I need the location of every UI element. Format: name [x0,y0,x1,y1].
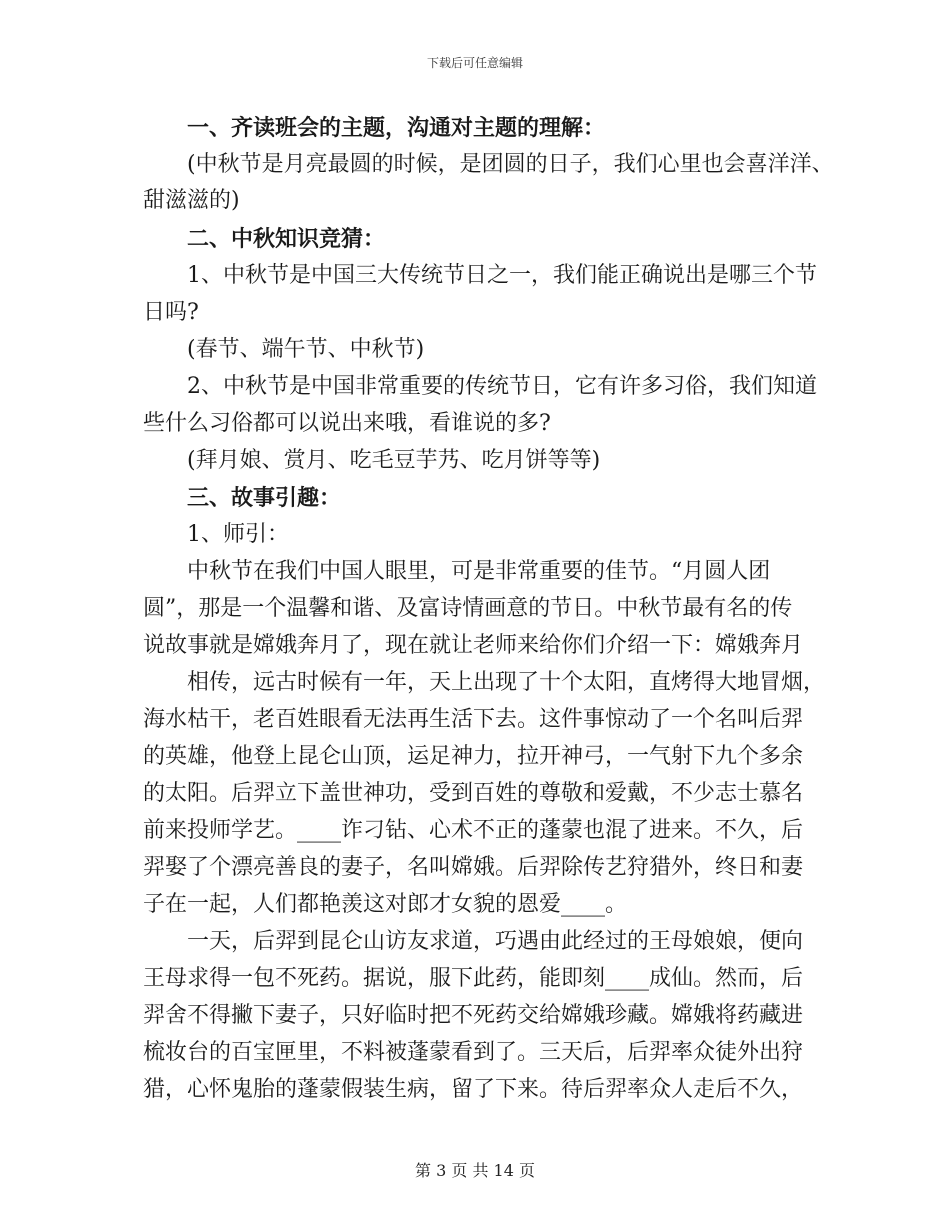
paragraph-line: 的英雄，他登上昆仑山顶，运足神力，拉开神弓，一气射下九个多余 [143,744,804,769]
paragraph-line: 羿娶了个漂亮善良的妻子，名叫嫦娥。后羿除传艺狩猎外，终日和妻 [143,855,804,880]
paragraph-line: 子在一起，人们都艳羡这对郎才女貌的恩爱____。 [143,892,628,917]
paragraph-line: 说故事就是嫦娥奔月了，现在就让老师来给你们介绍一下：嫦娥奔月 [143,633,804,658]
paragraph-line: 海水枯干，老百姓眼看无法再生活下去。这件事惊动了一个名叫后羿 [143,707,804,732]
section-heading-2: 二、中秋知识竞猜： [187,226,386,252]
paragraph-line: 1、师引： [187,522,289,547]
paragraph-line: 2、中秋节是中国非常重要的传统节日，它有许多习俗，我们知道 [187,374,817,399]
paragraph-line: 前来投师学艺。____诈刁钻、心术不正的蓬蒙也混了进来。不久，后 [143,818,804,843]
paragraph-line: (中秋节是月亮最圆的时候，是团圆的日子，我们心里也会喜洋洋、 [187,152,834,177]
paragraph-line: 中秋节在我们中国人眼里，可是非常重要的佳节。“月圆人团 [187,559,771,584]
paragraph-line: 日吗? [143,300,199,325]
paragraph-line: 一天，后羿到昆仑山访友求道，巧遇由此经过的王母娘娘，便向 [187,929,804,954]
paragraph-line: 圆”，那是一个温馨和谐、及富诗情画意的节日。中秋节最有名的传 [143,596,793,621]
page-header: 下载后可任意编辑 [426,56,523,70]
page-footer: 第 3 页 共 14 页 [415,1161,535,1180]
paragraph-line: 王母求得一包不死药。据说，服下此药，能即刻____成仙。然而，后 [143,966,804,991]
paragraph-line: 羿舍不得撇下妻子，只好临时把不死药交给嫦娥珍藏。嫦娥将药藏进 [143,1003,804,1028]
paragraph-line: (春节、端午节、中秋节) [187,337,425,362]
paragraph-line: 1、中秋节是中国三大传统节日之一，我们能正确说出是哪三个节 [187,263,817,288]
paragraph-line: (拜月娘、赏月、吃毛豆芋艿、吃月饼等等) [187,448,601,473]
paragraph-line: 甜滋滋的) [143,188,240,213]
section-heading-1: 一、齐读班会的主题，沟通对主题的理解： [187,115,606,141]
paragraph-line: 相传，远古时候有一年，天上出现了十个太阳，直烤得大地冒烟， [187,670,826,695]
paragraph-line: 梳妆台的百宝匣里，不料被蓬蒙看到了。三天后，后羿率众徒外出狩 [143,1040,804,1065]
paragraph-line: 猎，心怀鬼胎的蓬蒙假装生病，留了下来。待后羿率众人走后不久， [143,1077,804,1102]
paragraph-line: 些什么习俗都可以说出来哦，看谁说的多? [143,411,551,436]
section-heading-3: 三、故事引趣： [187,485,342,511]
paragraph-line: 的太阳。后羿立下盖世神功，受到百姓的尊敬和爱戴，不少志士慕名 [143,781,804,806]
